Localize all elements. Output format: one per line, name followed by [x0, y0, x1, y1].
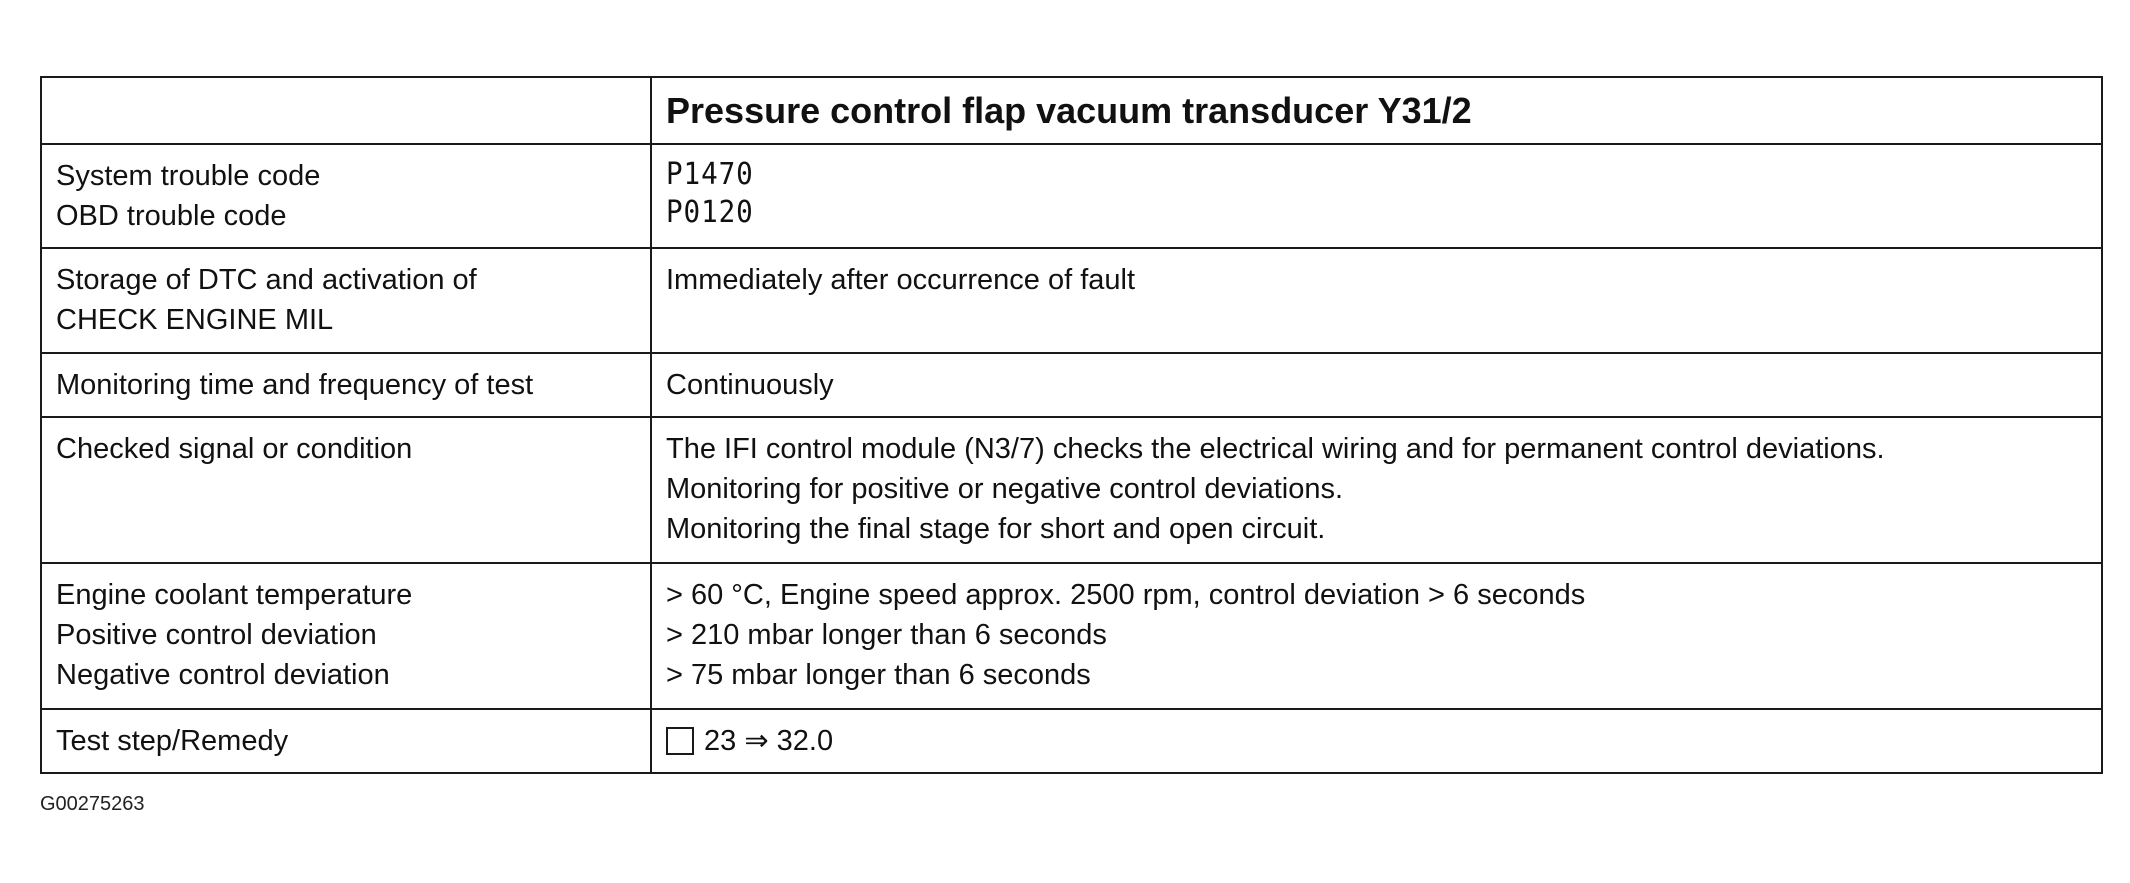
- row-value: [651, 417, 2102, 563]
- label-system-trouble-code: System trouble code: [56, 160, 321, 192]
- checked-signal-line-3: Monitoring the final stage for short and open circuit.: [666, 513, 1326, 545]
- label-obd-trouble-code: OBD trouble code: [56, 200, 287, 232]
- table-row-monitoring-time: [41, 353, 2102, 417]
- label-checked-signal: Checked signal or condition: [56, 433, 413, 465]
- table-row-checked-signal: [41, 417, 2102, 563]
- test-step-value-wrap: [666, 721, 2087, 761]
- figure-id: G00275263: [40, 793, 145, 815]
- row-value: [651, 563, 2102, 709]
- row-label: [41, 144, 651, 248]
- checked-signal-line-2: Monitoring for positive or negative control deviations.: [666, 473, 1344, 505]
- row-label: [41, 353, 651, 417]
- row-value: [651, 353, 2102, 417]
- header-empty-cell: [41, 77, 651, 144]
- label-storage-line-1: Storage of DTC and activation of: [56, 264, 477, 296]
- label-storage-line-2: CHECK ENGINE MIL: [56, 304, 334, 336]
- component-title: Pressure control flap vacuum transducer Y31/2: [651, 77, 2102, 144]
- monitoring-time-value: Continuously: [666, 369, 834, 401]
- row-value: [651, 709, 2102, 773]
- storage-value: Immediately after occurrence of fault: [666, 264, 1136, 296]
- negative-deviation-value: > 75 mbar longer than 6 seconds: [666, 659, 1091, 691]
- system-trouble-code: P1470: [666, 157, 754, 192]
- row-value: [651, 144, 2102, 248]
- coolant-temperature-value: > 60 °C, Engine speed approx. 2500 rpm, control deviation > 6 seconds: [666, 579, 1586, 611]
- label-negative-control-deviation: Negative control deviation: [56, 659, 390, 691]
- table-header-row: [41, 77, 2102, 144]
- obd-trouble-code: P0120: [666, 195, 754, 230]
- row-label: [41, 563, 651, 709]
- row-label: [41, 417, 651, 563]
- label-engine-coolant-temperature: Engine coolant temperature: [56, 579, 413, 611]
- row-label: [41, 709, 651, 773]
- positive-deviation-value: > 210 mbar longer than 6 seconds: [666, 619, 1107, 651]
- label-monitoring-time: Monitoring time and frequency of test: [56, 369, 534, 401]
- table-row-trouble-codes: [41, 144, 2102, 248]
- label-positive-control-deviation: Positive control deviation: [56, 619, 377, 651]
- label-test-step: Test step/Remedy: [56, 725, 289, 757]
- table-row-conditions: [41, 563, 2102, 709]
- row-value: [651, 248, 2102, 353]
- checkbox-icon: [666, 727, 694, 755]
- row-label: [41, 248, 651, 353]
- diagnostic-spec-table: [40, 76, 2103, 774]
- test-step-value: 23 ⇒ 32.0: [704, 725, 834, 757]
- table-row-test-step: [41, 709, 2102, 773]
- checked-signal-line-1: The IFI control module (N3/7) checks the electrical wiring and for permanent control deviations.: [666, 433, 1885, 465]
- table-row-storage: [41, 248, 2102, 353]
